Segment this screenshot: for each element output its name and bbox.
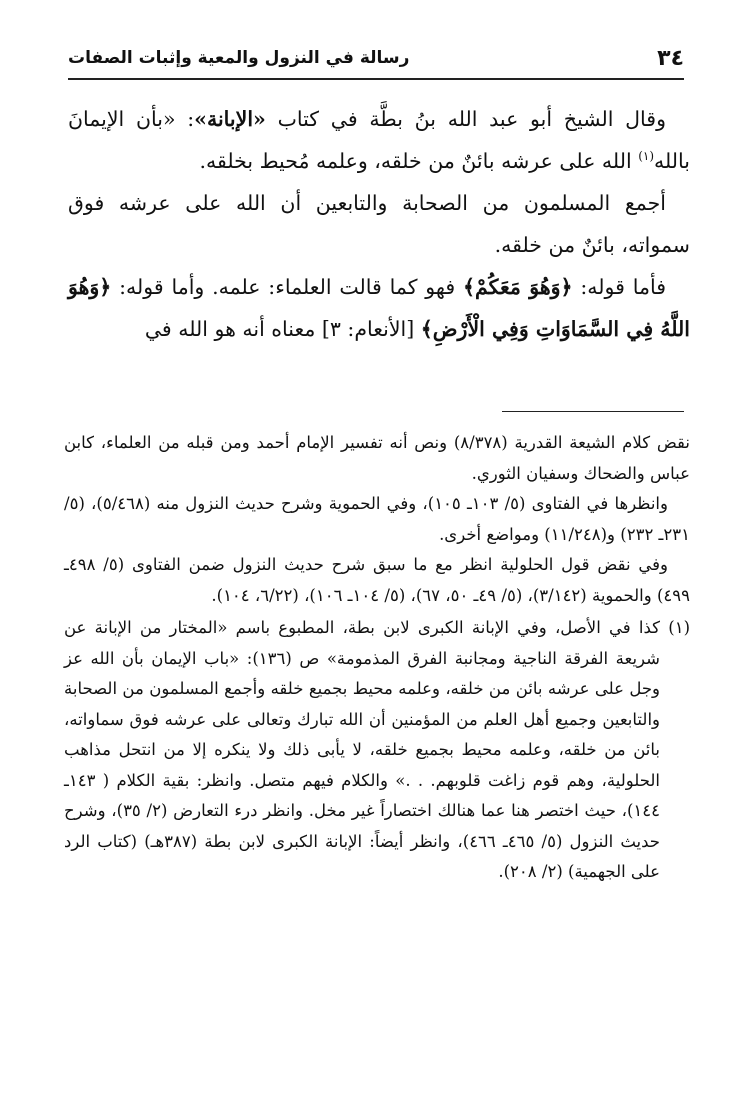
paragraph-consensus: أجمع المسلمون من الصحابة والتابعين أن الله على عرشه فوق سمواته، بائنٌ من خلقه.: [68, 191, 690, 257]
text-segment: وقال الشيخ أبو عبد الله بنُ بطَّة في كتاب: [265, 107, 666, 131]
footnote-1: [64, 613, 690, 888]
footnote-reference: (١): [638, 149, 655, 164]
footnote-continuation: نقض كلام الشيعة القدرية (٨/٣٧٨) ونص أنه تفسير الإمام أحمد ومن قبله من العلماء، كابن عباس والضحاك وسفيان الثوري.: [64, 433, 690, 483]
page-header: [68, 38, 684, 80]
text-segment: [الأنعام: ٣] معناه أنه هو الله في: [144, 317, 421, 341]
text-segment: فهو كما قالت العلماء: علمه. وأما قوله:: [111, 275, 463, 299]
footnote-continuation: وانظرها في الفتاوى (٥/ ١٠٣ـ ١٠٥)، وفي الحموية وشرح حديث النزول منه (٥/٤٦٨)، (٥/ ٢٣١ـ ٢٣٢) و(١١/٢٤٨) ومواضع أخرى.: [64, 494, 690, 544]
footnote-marker: (١): [668, 618, 690, 637]
text-segment: : «بأن الإيمانَ بالله: [68, 107, 690, 173]
quran-verse: ﴿وَهُوَ اللَّهُ فِي السَّمَاوَاتِ وَفِي الْأَرْضِ﴾: [68, 275, 690, 341]
paragraph-interpretation: [68, 266, 690, 350]
text-segment: فأما قوله:: [572, 275, 667, 299]
footnote-continuation: وفي نقض قول الحلولية انظر مع ما سبق شرح حديث النزول ضمن الفتاوى (٥/ ٤٩٨ـ ٤٩٩) والحموية (٣/١٤٢)، (٥/ ٤٩ـ ٥٠، ٦٧)، (٥/ ١٠٤ـ ١٠٦)، (٦/٢٢، ١٠٤).: [64, 555, 690, 605]
footnotes-section: [64, 428, 690, 888]
footnote-text: كذا في الأصل، وفي الإبانة الكبرى لابن بطة، المطبوع باسم «المختار من الإبانة عن شريعة الفرقة الناجية ومجانبة الفرق المذمومة» ص (١٣٦): «باب الإيمان بأن الله عز وجل على عرشه بائن من خلقه، وعلمه محيط بجميع خلقه وأجمع المسلمون من الصحابة والتابعين وجميع أهل العلم من المؤمنين أن الله تبارك وتعالى على عرشه فوق سماواته، بائن من خلقه، وعلمه محيط بجميع خلقه، لا يأبى ذلك ولا ينكره إلا من انتحل مذاهب الحلولية، وهم قوم زاغت قلوبهم. . .» والكلام فيهم متصل. وانظر: بقية الكلام ( ١٤٣ـ ١٤٤)، حيث اختصر هنا عما هنالك اختصاراً غير مخل. وانظر درء التعارض (٢/ ٣٥)، وشرح حديث النزول (٥/ ٤٦٥ـ ٤٦٦)، وانظر أيضاً: الإبانة الكبرى لابن بطة (٣٨٧هـ) (كتاب الرد على الجهمية) (٢/ ٢٠٨).: [64, 618, 660, 881]
footnote-separator: [502, 411, 684, 412]
running-title: رسالة في النزول والمعية وإثبات الصفات: [68, 48, 410, 68]
page-number: ٣٤: [657, 45, 684, 71]
paragraph-ibn-batta-quote: [68, 98, 690, 182]
book-title: «الإبانة»: [194, 107, 266, 131]
main-text: [68, 98, 690, 350]
text-segment: الله على عرشه بائنٌ من خلقه، وعلمه مُحيط بخلقه.: [199, 149, 639, 173]
quran-verse: ﴿وَهُوَ مَعَكُمْ﴾: [462, 275, 573, 299]
